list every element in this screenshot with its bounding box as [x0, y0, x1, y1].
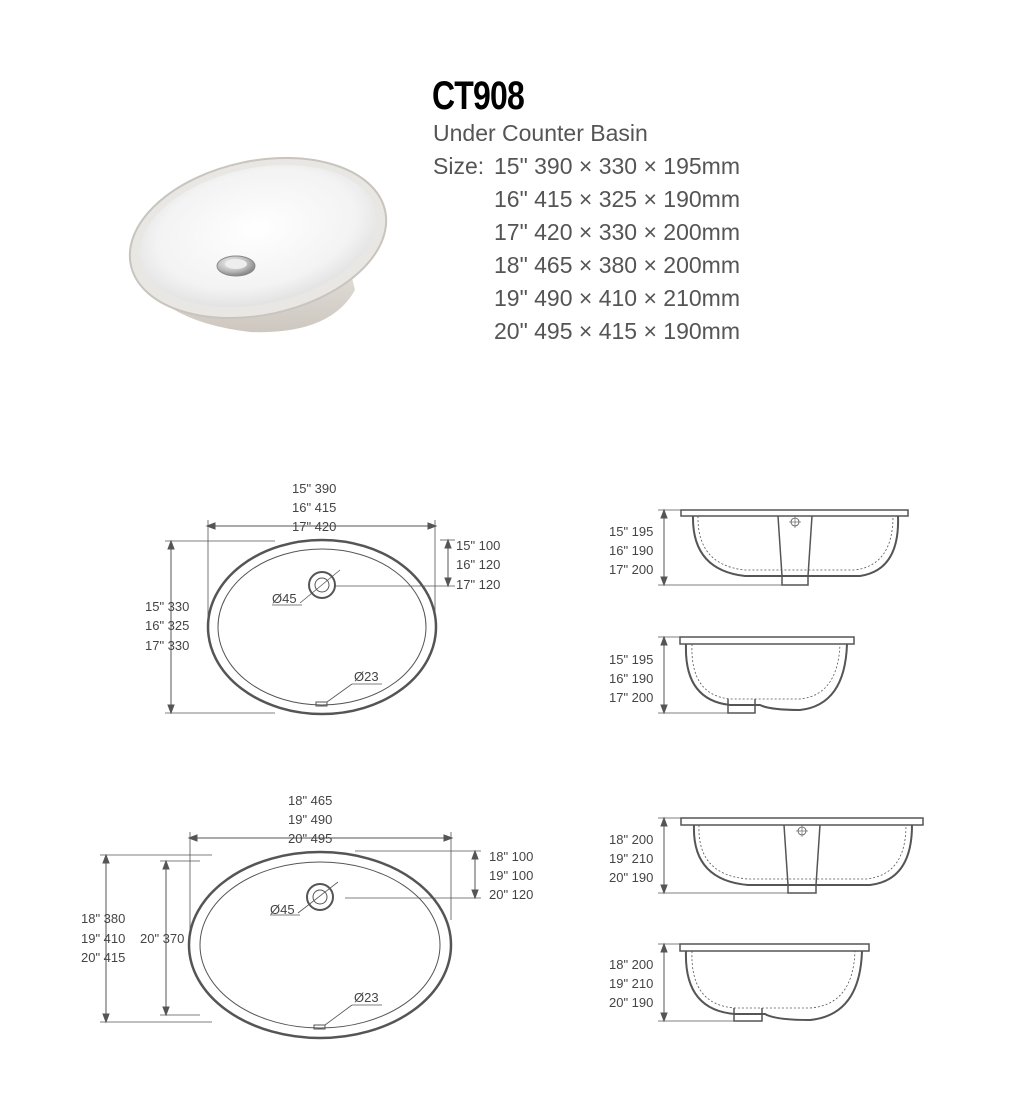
width-label: 20" 495 [288, 831, 333, 846]
size-row: 18" 465 × 380 × 200mm [494, 252, 741, 278]
depth-label: 15" 330 [145, 599, 190, 614]
width-label: 15" 390 [292, 481, 337, 496]
depth-outer-label: 20" 415 [81, 950, 126, 965]
width-label: 18" 465 [288, 793, 333, 808]
size-row: 16" 415 × 325 × 190mm [494, 186, 741, 212]
width-label: 19" 490 [288, 812, 333, 827]
overflow-diameter-label: Ø23 [354, 990, 379, 1005]
drain-offset-label: 20" 120 [489, 887, 534, 902]
size-row: 20" 495 × 415 × 190mm [494, 318, 741, 344]
product-subtitle: Under Counter Basin [433, 120, 648, 146]
side-view-small [658, 637, 854, 713]
drain-offset-label: 18" 100 [489, 849, 534, 864]
front-view-small [658, 510, 908, 585]
drain-diameter-label: Ø45 [270, 902, 295, 917]
depth-outer-label: 19" 410 [81, 931, 126, 946]
width-label: 16" 415 [292, 500, 337, 515]
size-row: 19" 490 × 410 × 210mm [494, 285, 741, 311]
drain-offset-label: 15" 100 [456, 538, 501, 553]
height-label: 16" 190 [609, 671, 654, 686]
drain-offset-label: 19" 100 [489, 868, 534, 883]
height-label: 20" 190 [609, 995, 654, 1010]
drain-offset-label: 16" 120 [456, 557, 501, 572]
size-label: Size: [433, 153, 485, 179]
basin-photo [115, 136, 401, 341]
height-label: 18" 200 [609, 832, 654, 847]
height-label: 17" 200 [609, 690, 654, 705]
side-view-large [658, 944, 869, 1021]
width-label: 17" 420 [292, 519, 337, 534]
height-label: 19" 210 [609, 976, 654, 991]
size-row: 15" 390 × 330 × 195mm [494, 153, 741, 179]
top-view-small [165, 520, 455, 714]
depth-label: 17" 330 [145, 638, 190, 653]
height-label: 15" 195 [609, 524, 654, 539]
size-row: 17" 420 × 330 × 200mm [494, 219, 741, 245]
drain-offset-label: 17" 120 [456, 577, 501, 592]
height-label: 18" 200 [609, 957, 654, 972]
height-label: 19" 210 [609, 851, 654, 866]
height-label: 17" 200 [609, 562, 654, 577]
overflow-diameter-label: Ø23 [354, 669, 379, 684]
model-title: CT908 [432, 74, 525, 118]
height-label: 15" 195 [609, 652, 654, 667]
height-label: 16" 190 [609, 543, 654, 558]
height-label: 20" 190 [609, 870, 654, 885]
depth-outer-label: 18" 380 [81, 911, 126, 926]
depth-inner-label: 20" 370 [140, 931, 185, 946]
front-view-large [658, 818, 923, 893]
drain-diameter-label: Ø45 [272, 591, 297, 606]
depth-label: 16" 325 [145, 618, 190, 633]
